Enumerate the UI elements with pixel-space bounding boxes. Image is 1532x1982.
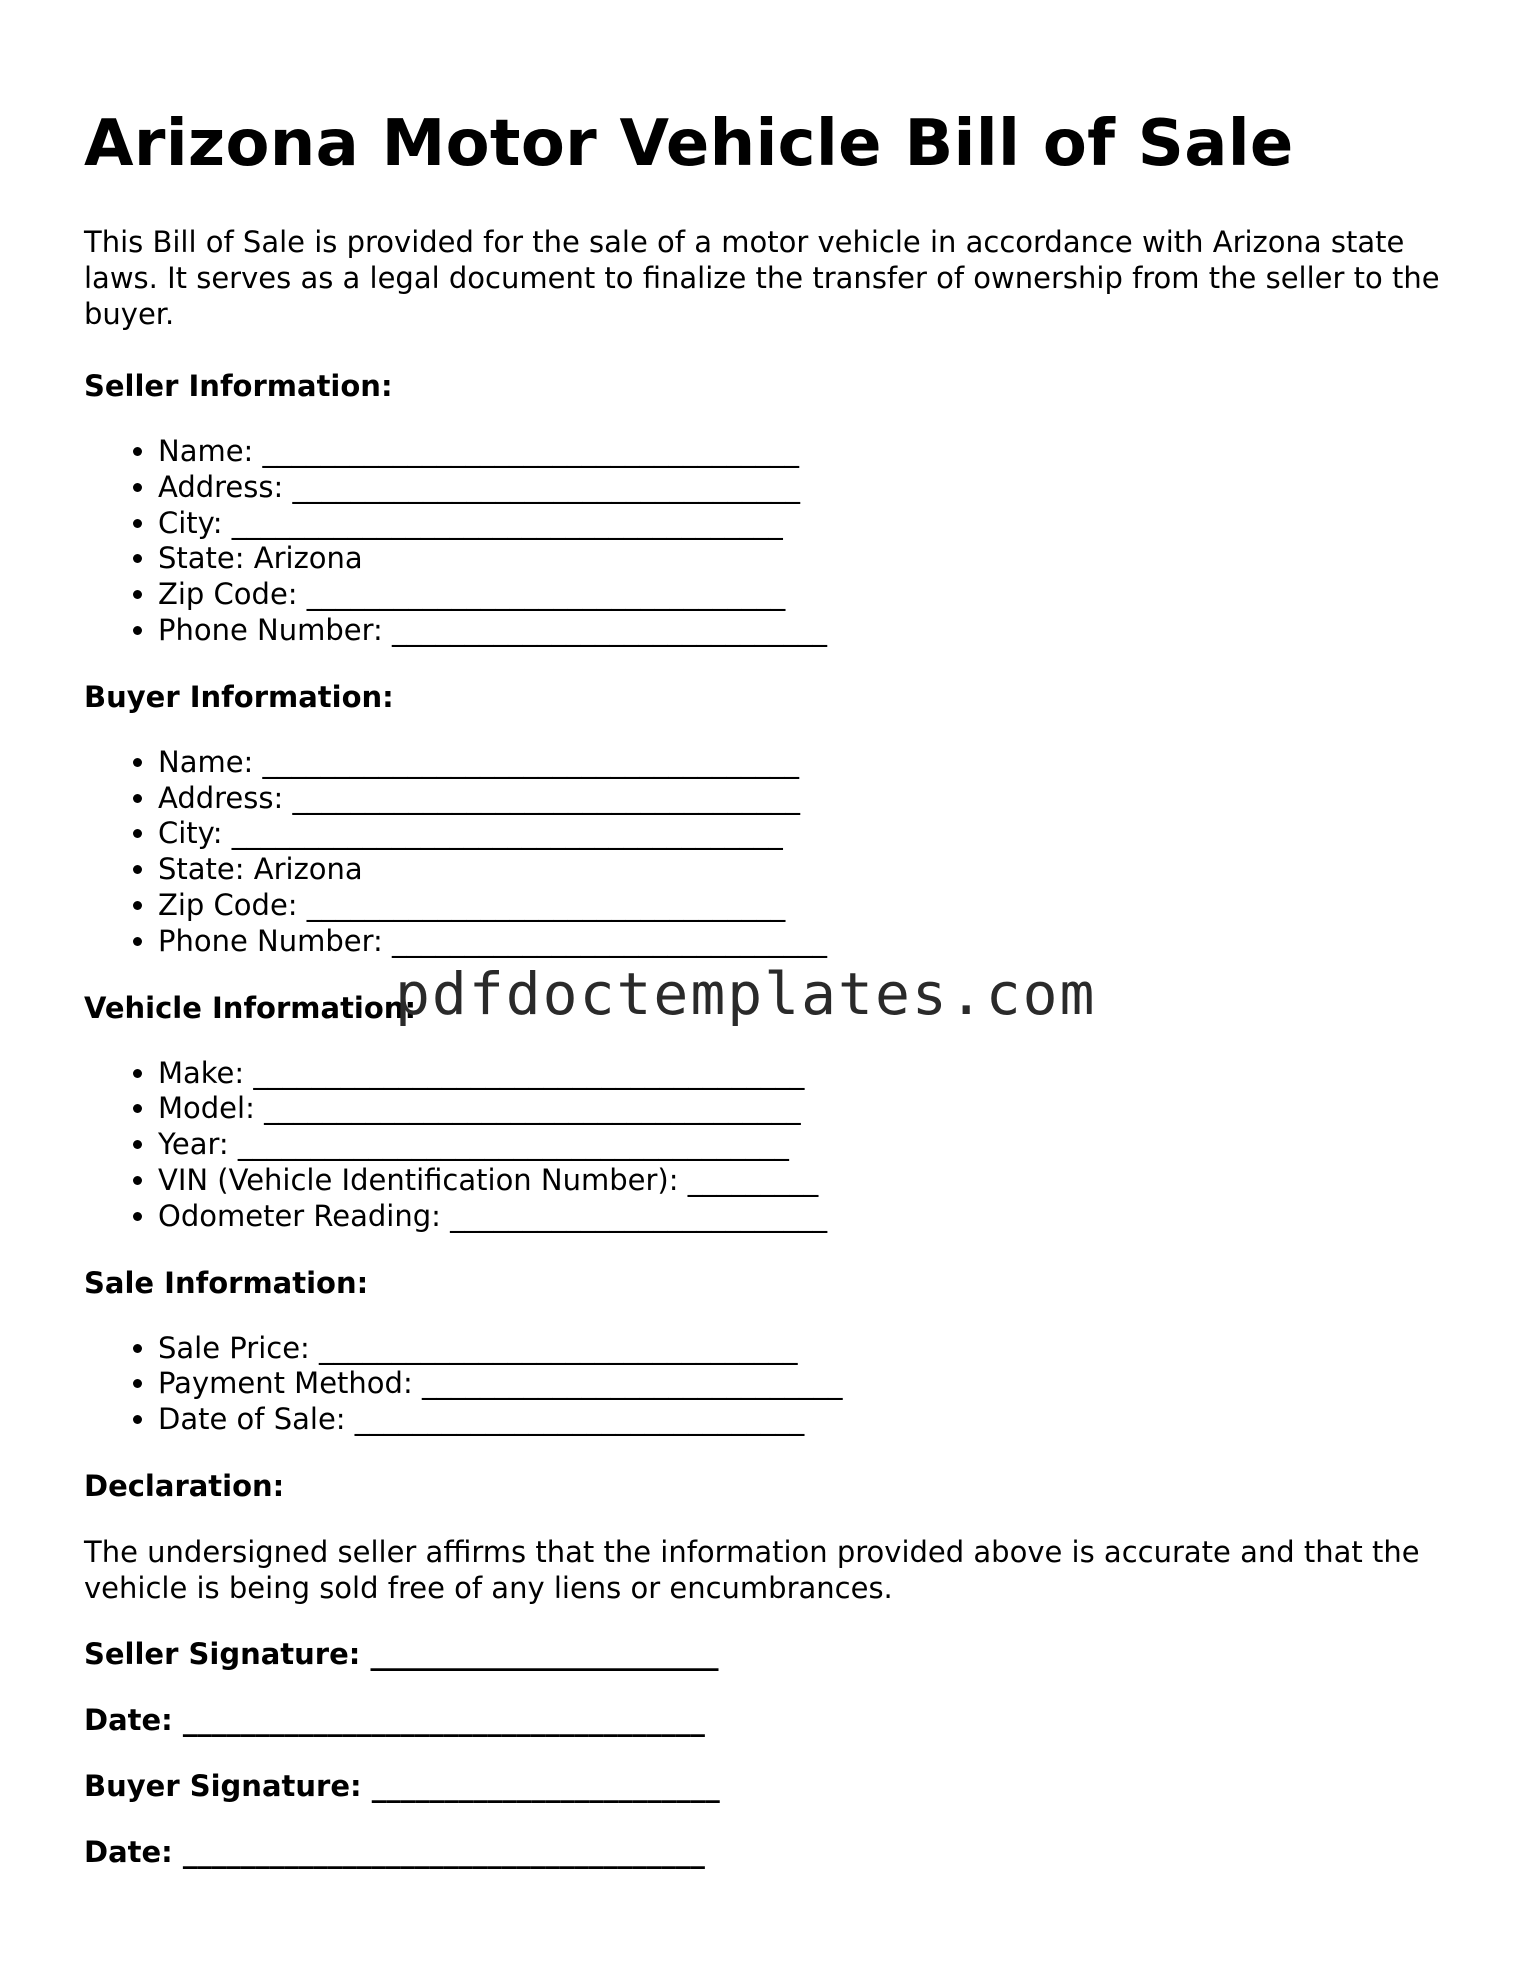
buyer-field-list [84,745,1464,960]
blank-line: _____________________________ [421,1366,843,1401]
blank-line: _____________________________________ [264,1091,801,1126]
intro-paragraph: This Bill of Sale is provided for the sale of a motor vehicle in accordance with Arizona state laws. It serves as a legal document to finalize the transfer of ownership from the seller to the buyer. [84,225,1440,331]
blank-line: _________________________________ [306,577,786,612]
page-title: Arizona Motor Vehicle Bill of Sale [84,107,1294,181]
state-value: Arizona [253,541,363,576]
blank-line: _________ [687,1162,819,1197]
seller-signature-line: Seller Signature: ________________________ [84,1636,719,1671]
buyer-phone-field: • Phone Number: ______________________________ [158,924,1464,960]
blank-line: ___________________________________ [292,780,800,815]
blank-line: ______________________________ [392,612,828,647]
blank-line: _________________________________ [319,1330,798,1365]
blank-line: _____________________________________ [262,744,800,779]
buyer-zip-field: • Zip Code: _________________________________ [158,888,1464,924]
buyer-name-field: • Name: _____________________________________ [158,745,1464,781]
vehicle-field-list [84,1056,1464,1235]
buyer-heading: Buyer Information: [84,679,394,714]
blank-line: ________________________ [371,1768,720,1803]
blank-line: ____________________________________ [182,1834,705,1869]
buyer-date-line: Date: ____________________________________ [84,1834,705,1869]
seller-date-line: Date: ____________________________________ [84,1702,705,1737]
vehicle-model-field: • Model: _____________________________________ [158,1091,1464,1127]
buyer-address-field: • Address: ___________________________________ [158,781,1464,817]
buyer-city-field: • City: ______________________________________ [158,816,1464,852]
blank-line: ______________________________ [392,923,828,958]
vehicle-year-field: • Year: ______________________________________ [158,1127,1464,1163]
sale-price-field: • Sale Price: _________________________________ [158,1331,1464,1367]
blank-line: __________________________ [450,1198,828,1233]
blank-line: ____________________________________ [182,1702,705,1737]
blank-line: _________________________________ [306,887,786,922]
blank-line: _____________________________________ [262,434,800,468]
vehicle-heading: Vehicle Information: [84,990,417,1025]
blank-line: _______________________________ [354,1402,805,1437]
seller-phone-field: • Phone Number: ______________________________ [158,613,1464,649]
seller-name-field: • Name: _____________________________________ [158,434,1464,470]
date-of-sale-field: • Date of Sale: _______________________________ [158,1402,1464,1438]
blank-line: ______________________________________ [253,1055,805,1090]
seller-heading: Seller Information: [84,369,393,403]
seller-city-field: • City: ______________________________________ [158,506,1464,542]
blank-line: ________________________ [370,1636,719,1671]
blank-line: ______________________________________ [231,816,783,851]
sale-field-list [84,1331,1464,1438]
seller-address-field: • Address: ___________________________________ [158,470,1464,506]
state-value: Arizona [253,852,363,887]
payment-method-field: • Payment Method: _____________________________ [158,1366,1464,1402]
buyer-state-field: • State: Arizona [158,852,1464,888]
seller-state-field: • State: Arizona [158,541,1464,577]
vehicle-make-field: • Make: ______________________________________ [158,1056,1464,1092]
sale-heading: Sale Information: [84,1265,369,1300]
vehicle-odometer-field: • Odometer Reading: __________________________ [158,1199,1464,1235]
seller-field-list [84,434,1464,649]
blank-line: ______________________________________ [237,1127,789,1162]
vehicle-vin-field: • VIN (Vehicle Identification Number): _________ [158,1163,1464,1199]
blank-line: ___________________________________ [292,469,800,504]
blank-line: ______________________________________ [231,505,783,540]
declaration-text: The undersigned seller affirms that the information provided above is accurate and that the vehicle is being sold free of any liens or encumbrances. [84,1534,1420,1605]
declaration-heading: Declaration: [84,1468,285,1503]
watermark: pdfdoctemplates.com [395,960,1097,1028]
buyer-signature-line: Buyer Signature: ________________________ [84,1768,720,1803]
seller-zip-field: • Zip Code: _________________________________ [158,577,1464,613]
